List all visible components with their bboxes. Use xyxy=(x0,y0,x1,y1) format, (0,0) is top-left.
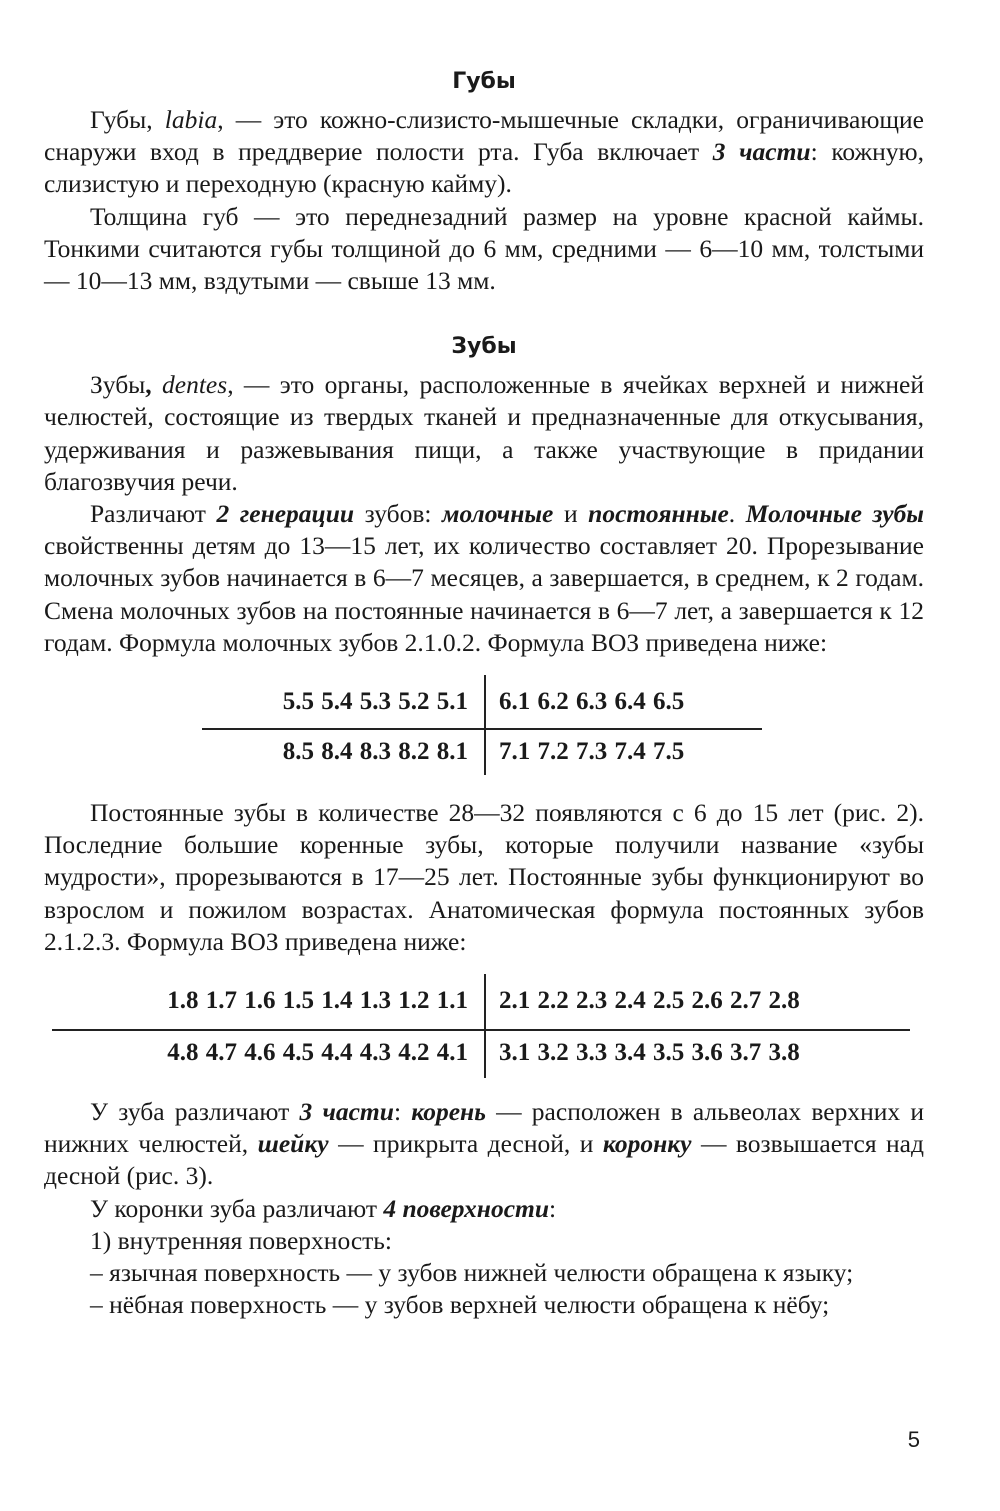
list-item: 1) внутренняя поверхность: xyxy=(90,1225,393,1255)
formula-upper-left: 5.5 5.4 5.3 5.2 5.1 xyxy=(282,688,468,716)
permanent-teeth-formula xyxy=(44,976,924,1086)
emphasis: постоянные xyxy=(588,499,729,529)
paragraph-lips-thickness: Толщина губ — это переднезадний размер на уровне красной каймы. Тонкими считаются губы толщиной до 6 мм, средними — 6—10 мм, толстыми — 10—13 мм, вздутыми — свыше 13 мм. xyxy=(44,201,924,296)
text-run: У коронки зуба различают xyxy=(90,1193,384,1223)
paragraph-tooth-parts xyxy=(44,1096,924,1193)
list-item: – нёбная поверхность — у зубов верхней челюсти обращена к нёбу; xyxy=(90,1290,830,1320)
page-number: 5 xyxy=(907,1427,920,1452)
text-run: : xyxy=(393,1097,412,1127)
formula-lower-left: 4.8 4.7 4.6 4.5 4.4 4.3 4.2 4.1 xyxy=(167,1039,468,1067)
text-run: — прикрыта десной, и xyxy=(328,1129,603,1159)
text-run: Различают xyxy=(90,499,217,529)
text-run: — расположен в альвеолах верхних и нижних челюстей, xyxy=(44,1097,924,1159)
paragraph-teeth-generations xyxy=(44,498,924,659)
milk-teeth-formula xyxy=(44,677,924,783)
paragraph-teeth-definition xyxy=(44,369,924,498)
section-heading-lips: Губы xyxy=(452,69,516,94)
formula-upper-right: 2.1 2.2 2.3 2.4 2.5 2.6 2.7 2.8 xyxy=(499,987,800,1015)
formula-lower-row xyxy=(44,727,924,777)
text-run: , — это органы, расположенные в ячейках верхней и нижней челюстей, состоящие из твердых тканей и предназначенные для откусывания, удерживания и разжевывания пищи, а также участвующие в придании благозвучия речи. xyxy=(44,370,924,496)
text-run: зубов: xyxy=(354,499,443,529)
formula-upper-row xyxy=(44,976,924,1026)
text-run: Зубы xyxy=(90,370,146,400)
paragraph-permanent-teeth: Постоянные зубы в количестве 28—32 появляются с 6 до 15 лет (рис. 2). Последние большие коренные зубы, которые получили название «зубы мудрости», прорезываются в 17—25 лет. Постоянные зубы функционируют во взрослом и пожилом возрастах. Анатомическая формула постоянных зубов 2.1.2.3. Формула ВОЗ приведена ниже: xyxy=(44,798,924,956)
formula-lower-row xyxy=(44,1028,924,1078)
text-run: У зуба различают xyxy=(90,1097,300,1127)
formula-lower-left: 8.5 8.4 8.3 8.2 8.1 xyxy=(282,738,468,766)
formula-upper-row xyxy=(44,677,924,727)
emphasis: 4 поверхности xyxy=(383,1193,550,1223)
section-heading-teeth: Зубы xyxy=(451,334,517,360)
emphasis: шейку xyxy=(257,1129,329,1159)
list-item: – язычная поверхность — у зубов нижней челюсти обращена к языку; xyxy=(90,1258,854,1288)
text-run: свойственны детям до 13—15 лет, их количество составляет 20. Прорезывание молочных зубов начинается в 6—7 месяцев, а завершается, в среднем, к 2 годам. Смена молочных зубов на постоянные начинается в 6—7 лет, а завершается к 12 годам. Формула молочных зубов 2.1.0.2. Формула ВОЗ приведена ниже: xyxy=(44,531,924,657)
emphasis: коронку xyxy=(602,1129,692,1159)
text-run: — возвышается над десной (рис. 3). xyxy=(44,1129,924,1191)
latin-term: dentes xyxy=(151,370,228,400)
formula-upper-left: 1.8 1.7 1.6 1.5 1.4 1.3 1.2 1.1 xyxy=(167,987,468,1015)
text-run: : xyxy=(549,1193,557,1223)
emphasis: 2 генерации xyxy=(216,499,355,529)
emphasis: 3 части xyxy=(712,137,811,167)
text-run: , — это кожно-слизисто-мышечные складки, ограничивающие снаружи вход в преддверие полости рта. Губа включает xyxy=(44,105,924,167)
paragraph-crown-surfaces xyxy=(44,1193,924,1225)
paragraph-lips-definition xyxy=(44,104,924,201)
formula-lower-right: 3.1 3.2 3.3 3.4 3.5 3.6 3.7 3.8 xyxy=(499,1039,800,1067)
text-run: и xyxy=(553,499,589,529)
emphasis: Молочные зубы xyxy=(745,499,924,529)
emphasis: 3 части xyxy=(299,1097,394,1127)
page-content xyxy=(44,66,924,1321)
emphasis: молочные xyxy=(442,499,554,529)
emphasis: корень xyxy=(411,1097,486,1127)
formula-upper-right: 6.1 6.2 6.3 6.4 6.5 xyxy=(499,688,685,716)
text-run: , xyxy=(145,370,152,400)
formula-lower-right: 7.1 7.2 7.3 7.4 7.5 xyxy=(499,738,685,766)
latin-term: labia xyxy=(164,105,218,134)
text-run: Губы, xyxy=(90,105,165,134)
text-run: . xyxy=(728,499,746,529)
text-run: : кожную, слизистую и переходную (красную кайму). xyxy=(44,137,924,199)
